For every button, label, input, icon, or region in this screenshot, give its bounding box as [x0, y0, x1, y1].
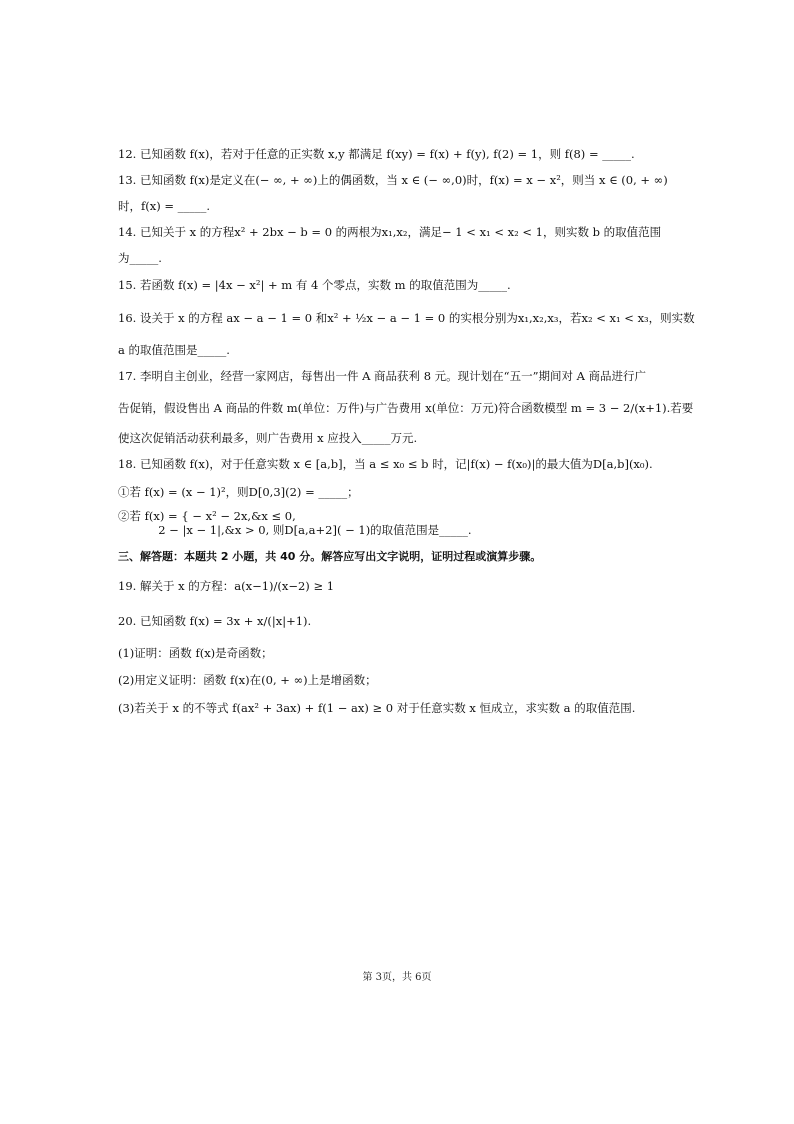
question-13-line-1: 13. 已知函数 f(x)是定义在(− ∞, + ∞)上的偶函数，当 x ∈ (− ∞,0)时，f(x) = x − x²，则当 x ∈ (0, + ∞)	[118, 173, 668, 187]
question-19: 19. 解关于 x 的方程：a(x−1)/(x−2) ≥ 1	[118, 579, 335, 593]
question-17-line-3: 使这次促销活动获利最多，则广告费用 x 应投入_____万元.	[118, 431, 418, 445]
section-3-heading: 三、解答题：本题共 2 小题，共 40 分。解答应写出文字说明，证明过程或演算步骤。	[118, 550, 542, 563]
question-15: 15. 若函数 f(x) = |4x − x²| + m 有 4 个零点，实数 m 的取值范围为_____.	[118, 278, 511, 292]
question-20: 20. 已知函数 f(x) = 3x + x/(|x|+1).	[118, 614, 312, 628]
question-14-line-1: 14. 已知关于 x 的方程x² + 2bx − b = 0 的两根为x₁,x₂，满足− 1 < x₁ < x₂ < 1，则实数 b 的取值范围	[118, 225, 662, 239]
question-20-part-2: (2)用定义证明：函数 f(x)在(0, + ∞)上是增函数；	[118, 673, 377, 687]
question-18-part-2-case-2: 2 − |x − 1|,&x > 0, 则D[a,a+2]( − 1)的取值范围是_____.	[118, 523, 472, 537]
question-12: 12. 已知函数 f(x)，若对于任意的正实数 x,y 都满足 f(xy) = f(x) + f(y), f(2) = 1，则 f(8) = _____.	[118, 147, 635, 161]
question-17-line-1: 17. 李明自主创业，经营一家网店，每售出一件 A 商品获利 8 元。现计划在“五一”期间对 A 商品进行广	[118, 369, 647, 383]
question-18-part-1: ①若 f(x) = (x − 1)²，则D[0,3](2) = _____；	[118, 485, 359, 499]
page-footer: 第 3页，共 6页	[362, 972, 432, 983]
question-18-part-2-case-1: ②若 f(x) = { − x² − 2x,&x ≤ 0,	[118, 509, 296, 523]
question-17-line-2: 告促销，假设售出 A 商品的件数 m(单位：万件)与广告费用 x(单位：万元)符合函数模型 m = 3 − 2/(x+1).若要	[118, 401, 694, 415]
question-18-line-1: 18. 已知函数 f(x)，对于任意实数 x ∈ [a,b]，当 a ≤ x₀ ≤ b 时，记|f(x) − f(x₀)|的最大值为D[a,b](x₀).	[118, 457, 653, 471]
question-20-part-3: (3)若关于 x 的不等式 f(ax² + 3ax) + f(1 − ax) ≥ 0 对于任意实数 x 恒成立，求实数 a 的取值范围.	[118, 701, 636, 715]
question-14-line-2: 为_____.	[118, 251, 162, 265]
question-20-part-1: (1)证明：函数 f(x)是奇函数；	[118, 646, 273, 660]
question-16-line-2: a 的取值范围是_____.	[118, 343, 230, 357]
question-16-line-1: 16. 设关于 x 的方程 ax − a − 1 = 0 和x² + ½x − a − 1 = 0 的实根分别为x₁,x₂,x₃，若x₂ < x₁ < x₃，则实数	[118, 311, 695, 325]
question-13-line-2: 时，f(x) = _____.	[118, 199, 211, 213]
